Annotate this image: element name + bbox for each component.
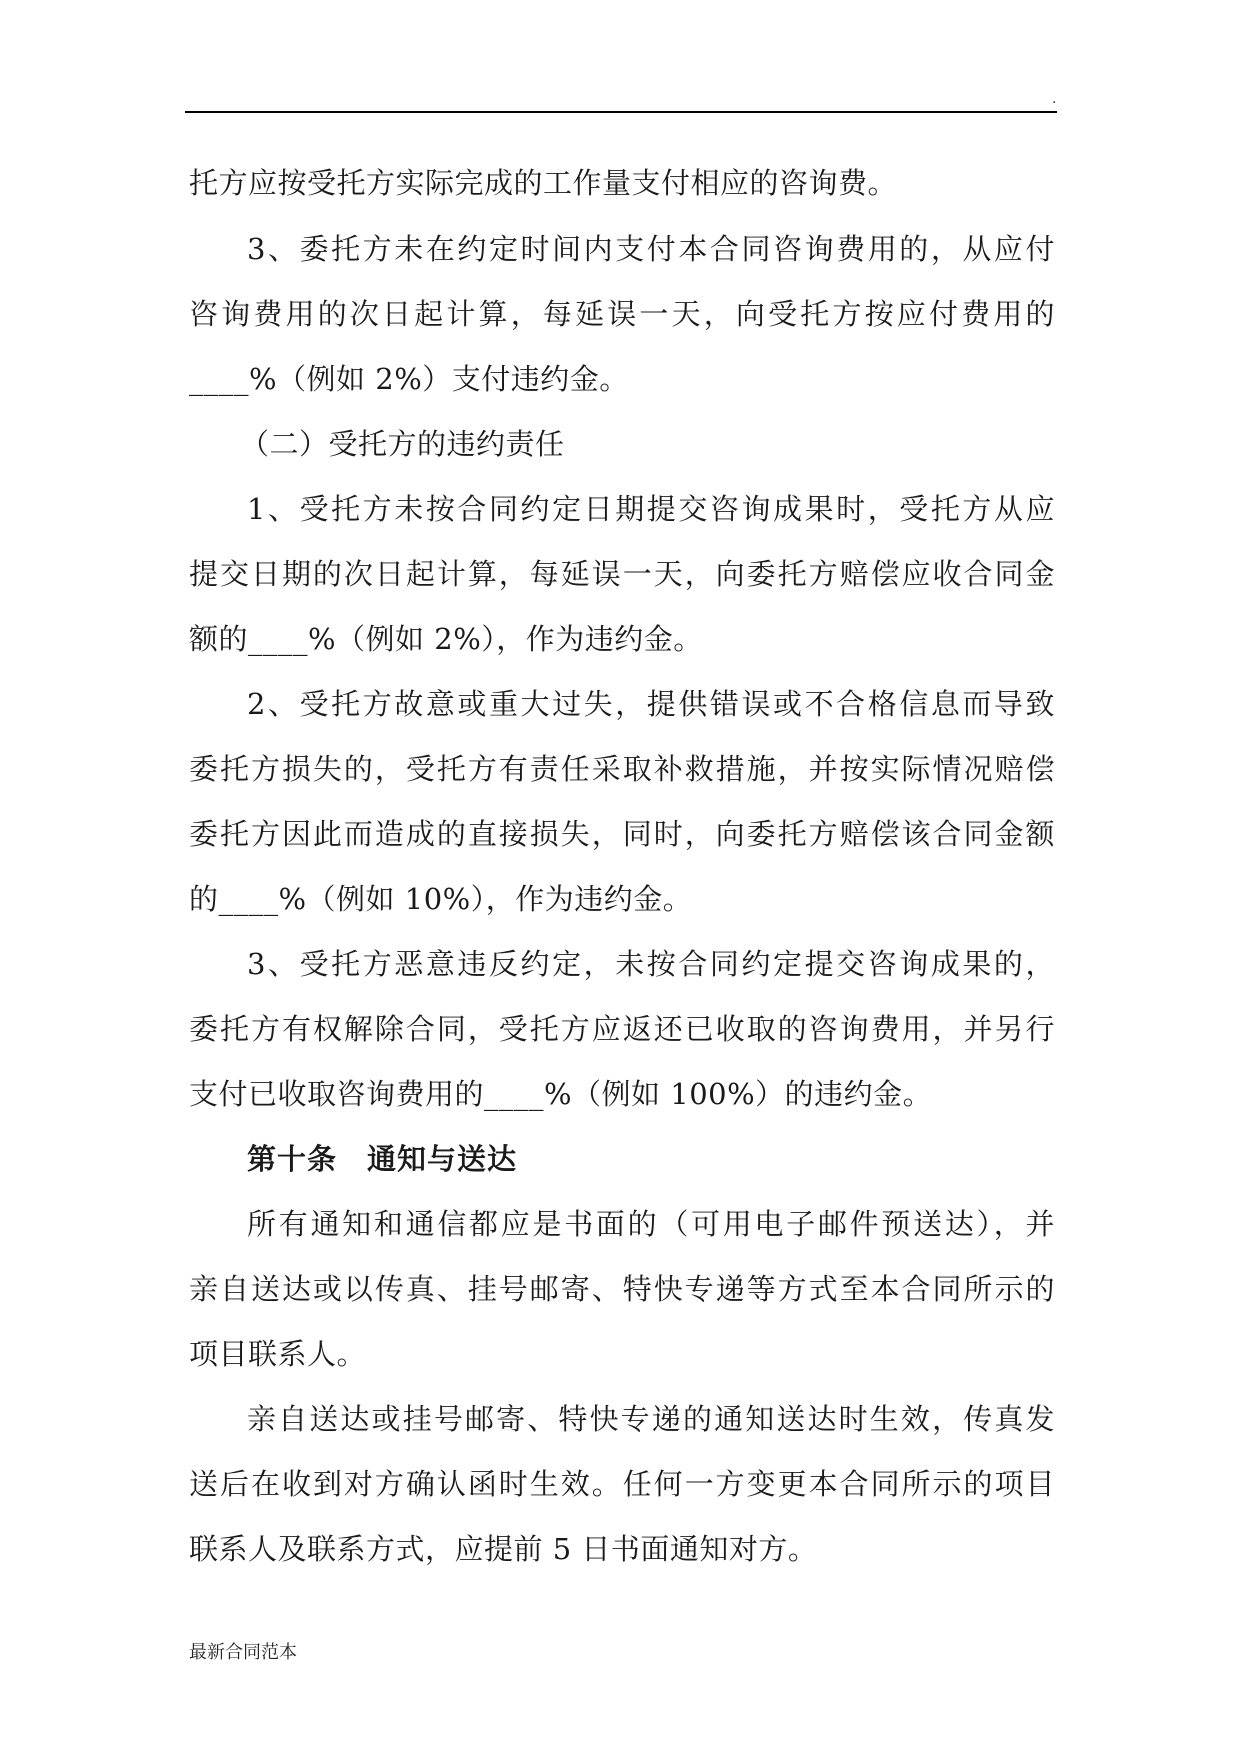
body-line: ____%（例如 2%）支付违约金。	[189, 362, 629, 396]
body-line: 委托方因此而造成的直接损失，同时，向委托方赔偿该合同金额	[189, 817, 1055, 851]
body-line: 2、受托方故意或重大过失，提供错误或不合格信息而导致	[247, 687, 1055, 721]
body-line: 提交日期的次日起计算，每延误一天，向委托方赔偿应收合同金	[189, 557, 1055, 591]
body-line: 所有通知和通信都应是书面的（可用电子邮件预送达），并	[247, 1207, 1055, 1241]
body-line: 咨询费用的次日起计算，每延误一天，向受托方按应付费用的	[189, 297, 1055, 331]
article-heading: 第十条 通知与送达	[247, 1142, 518, 1176]
body-line: 1、受托方未按合同约定日期提交咨询成果时，受托方从应	[247, 492, 1055, 526]
body-line: 托方应按受托方实际完成的工作量支付相应的咨询费。	[189, 166, 898, 200]
body-line: 额的____%（例如 2%），作为违约金。	[189, 622, 703, 656]
body-line: 项目联系人。	[189, 1337, 367, 1371]
body-line: 送后在收到对方确认函时生效。任何一方变更本合同所示的项目	[189, 1467, 1055, 1501]
body-line: 亲自送达或挂号邮寄、特快专递的通知送达时生效，传真发	[247, 1402, 1055, 1436]
header-mark: .	[1052, 91, 1057, 107]
body-line: 3、受托方恶意违反约定，未按合同约定提交咨询成果的，	[247, 947, 1055, 981]
body-line: 联系人及联系方式，应提前 5 日书面通知对方。	[189, 1532, 818, 1566]
footer-text: 最新合同范本	[189, 1642, 297, 1663]
body-line: 委托方损失的，受托方有责任采取补救措施，并按实际情况赔偿	[189, 752, 1055, 786]
section-subheading: （二）受托方的违约责任	[240, 427, 565, 461]
body-line: 委托方有权解除合同，受托方应返还已收取的咨询费用，并另行	[189, 1012, 1055, 1046]
body-line: 3、委托方未在约定时间内支付本合同咨询费用的，从应付	[247, 232, 1055, 266]
body-line: 支付已收取咨询费用的____%（例如 100%）的违约金。	[189, 1077, 933, 1111]
body-line: 亲自送达或以传真、挂号邮寄、特快专递等方式至本合同所示的	[189, 1272, 1055, 1306]
body-line: 的____%（例如 10%），作为违约金。	[189, 882, 693, 916]
header-rule	[185, 111, 1057, 113]
